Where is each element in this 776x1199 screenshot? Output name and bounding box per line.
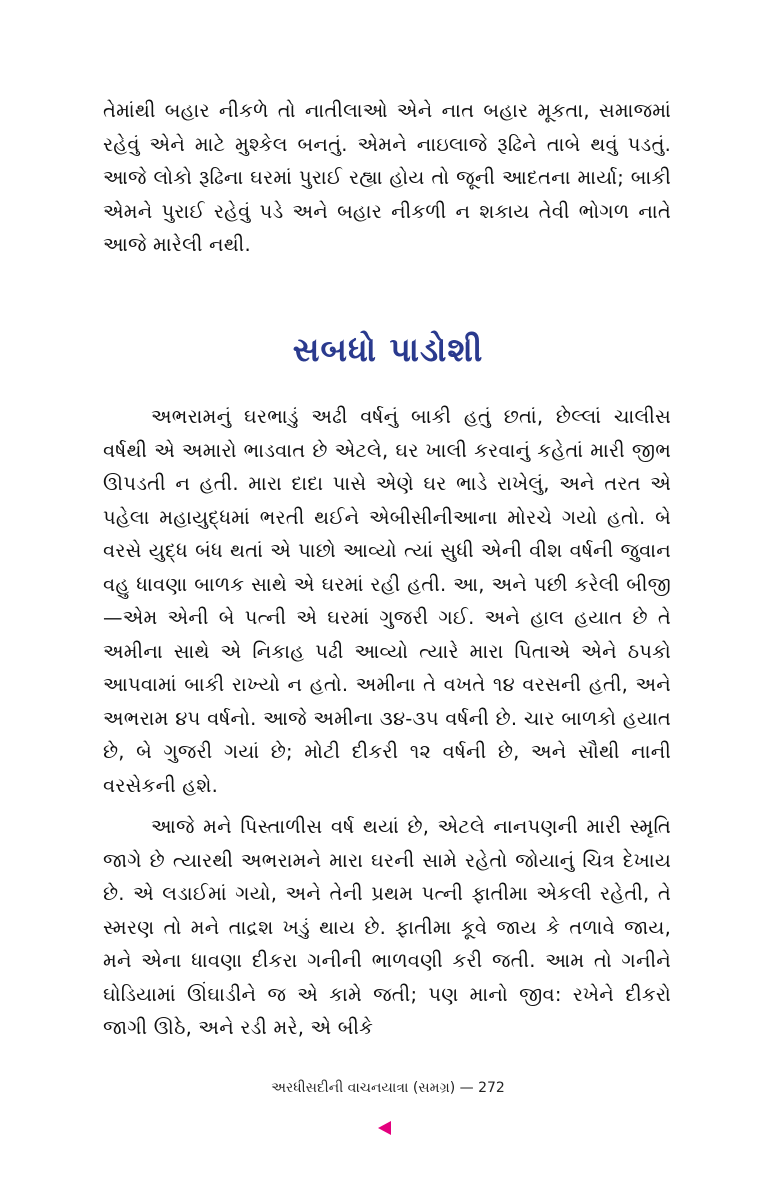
intro-paragraph-block [103, 94, 671, 262]
page-footer: અરધીસદીની વાચનયાત્રા (સમગ્ર) — 272 [271, 1080, 505, 1096]
body-paragraph-2: આજે મને પિસ્તાળીસ વર્ષ થયાં છે, એટલે નાનપણની મારી સ્મૃતિ જાગે છે ત્યારથી અભરામને મારા ઘરની સામે રહેતો જોયાનું ચિત્ર દેખાય છે. એ લડાઈમાં ગયો, અને તેની પ્રથમ પત્ની ફાતીમા એકલી રહેતી, તે સ્મરણ તો મને તાદ્રશ ખડું થાય છે. ફાતીમા કૂવે જાય કે તળાવે જાય, મને એના ધાવણા દીકરા ગનીની ભાળવણી કરી જતી. આમ તો ગનીને ઘોડિયામાં ઊંઘાડીને જ એ કામે જતી; પણ માનો જીવ: રખેને દીકરો જાગી ઊઠે, અને રડી મરે, એ બીકે [103, 815, 671, 1039]
body-paragraph-1: અભરામનું ઘરભાડું અઢી વર્ષનું બાકી હતું છતાં, છેલ્લાં ચાલીસ વર્ષથી એ અમારો ભાડવાત છે એટલે, ઘર ખાલી કરવાનું કહેતાં મારી જીભ ઊપડતી ન હતી. મારા દાદા પાસે એણે ઘર ભાડે રાખેલું, અને તરત એ પહેલા મહાયુદ્ધમાં ભરતી થઈને એબીસીનીઆના મોરચે ગયો હતો. બે વરસે યુદ્ધ બંધ થતાં એ પાછો આવ્યો ત્યાં સુધી એની વીશ વર્ષની જુવાન વહુ ધાવણા બાળક સાથે એ ઘરમાં રહી હતી. આ, અને પછી કરેલી બીજી—એમ એની બે પત્ની એ ઘરમાં ગુજરી ગઈ. અને હાલ હયાત છે તે અમીના સાથે એ નિકાહ પઢી આવ્યો ત્યારે મારા પિતાએ એને ઠપકો આપવામાં બાકી રાખ્યો ન હતો. અમીના તે વખતે ૧૪ વરસની હતી, અને અભરામ ૪૫ વર્ષનો. આજે અમીના ૩૪-૩૫ વર્ષની છે. ચાર બાળકો હયાત છે, બે ગુજરી ગયાં છે; મોટી દીકરી ૧૨ વર્ષની છે, અને સૌથી નાની વરસેકની હશે. [103, 405, 671, 797]
chapter-title: સબધો પાડોશી [292, 330, 484, 369]
chapter-body [103, 400, 671, 1045]
previous-page-icon[interactable] [378, 1121, 391, 1135]
intro-paragraph: તેમાંથી બહાર નીકળે તો નાતીલાઓ એને નાત બહાર મૂકતા, સમાજમાં રહેવું એને માટે મુશ્કેલ બનતું. એમને નાઇલાજે રૂઢિને તાબે થવું પડતું. આજે લોકો રૂઢિના ઘરમાં પુરાઈ રહ્યા હોય તો જૂની આદતના માર્યા; બાકી એમને પુરાઈ રહેવું પડે અને બહાર નીકળી ન શકાય તેવી ભોગળ નાતે આજે મારેલી નથી. [103, 99, 671, 256]
